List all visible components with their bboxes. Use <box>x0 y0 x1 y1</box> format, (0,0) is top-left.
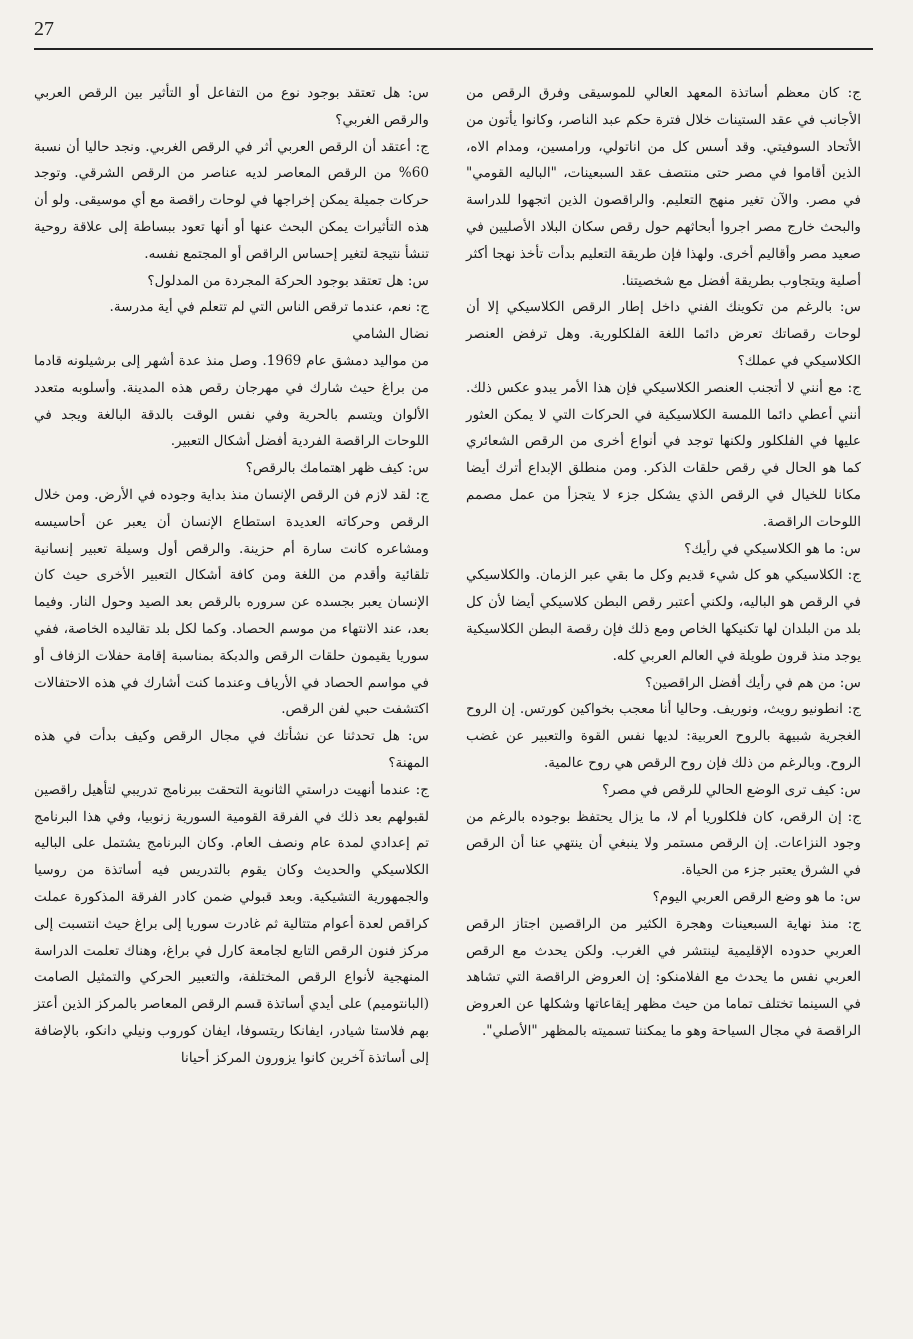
paragraph: ج: كان معظم أساتذة المعهد العالي للموسيقى وفرق الرقص من الأجانب في عقد الستينات خلال فترة حكم عبد الناصر، وكانوا يأتون من الأتحاد السوفيتي. وقد أسس كل من اناتولي، ورامسين، ومدام الاه، الذين أقاموا في مصر حتى منتصف عقد السبعينات، "الباليه القومي" في مصر. والآن تغير منهج التعليم. والراقصون الذين اتجهوا للدراسة والبحث خارج مصر اجروا أبحاثهم حول رقص سكان البلاد الأصليين في صعيد مصر وأقاليم أخرى. ولهذا فإن طريقة التعليم بدأت تأخذ نهجا أكثر أصلية ويتجاوب بطريقة أفضل مع شخصيتنا. <box>466 85 861 289</box>
paragraph: س: ما هو الكلاسيكي في رأيك؟ <box>684 540 861 557</box>
paragraph: ج: لقد لازم فن الرقص الإنسان منذ بداية وجوده في الأرض. ومن خلال الرقص وحركاته العديدة استطاع الإنسان أن يعبر عن أحاسيسه ومشاعره كانت سارة أم حزينة. والرقص أول وسيلة تعبير إنسانية تلقائية وأقدم من اللغة ومن كافة أشكال التعبير الأخرى حيث كان الإنسان يعبر بجسده عن سروره بالرقص بعد الصيد وحول النار. وفيما بعد، عند الانتهاء من موسم الحصاد. وكما لكل بلد تقاليده الخاصة، ففي سوريا يقيمون حلقات الرقص والدبكة بمناسبة إقامة حفلات الزفاف أو في مواسم الحصاد في الأرياف وعندما كنت أشارك في هذه الاحتفالات اكتشفت حبي لفن الرقص. <box>34 486 429 718</box>
paragraph: ج: عندما أنهيت دراستي الثانوية التحقت ببرنامج تدريبي لتأهيل راقصين لقبولهم بعد ذلك في الفرقة القومية السورية زنوبيا، وفي هذا البرنامج تم إعدادي لمدة عام ونصف العام. وكان البرنامج يشتمل على الباليه الكلاسيكي والحديث وكان يقوم بالتدريس فيه أساتذة من روسيا والجمهورية التشيكية. وبعد قبولي ضمن كادر الفرقة المذكورة عملت كراقص لعدة أعوام متتالية ثم غادرت سوريا إلى براغ حيث انتسبت إلى مركز فنون الرقص التابع لجامعة كارل في براغ، وهناك تعلمت الدراسة المنهجية لأنواع الرقص المختلفة، والتعبير الحركي والتمثيل الصامت (البانتوميم) على أيدي أساتذة قسم الرقص المعاصر بالمركز الذين أعتز بهم فلاستا شيادر، ايفانكا ريتسوفا، ايفان كوروب ونيلي دانكو، بالإضافة إلى أساتذة آخرين كانوا يزورون المركز أحيانا <box>34 781 429 1066</box>
paragraph: ج: انطونيو رويث، ونوريف. وحاليا أنا معجب بخواكين كورتس. إن الروح الغجرية شبيهة بالروح العربية: لديها نفس القوة والتعبير عن غضب الروح. وبالرغم من ذلك فإن روح الرقص هي روح عالمية. <box>466 701 861 771</box>
page-number: 27 <box>34 18 54 40</box>
paragraph: س: كيف ترى الوضع الحالي للرقص في مصر؟ <box>602 781 861 798</box>
paragraph: ج: مع أنني لا أتجنب العنصر الكلاسيكي فإن هذا الأمر يبدو عكس ذلك. أنني أعطي دائما اللمسة الكلاسيكية في الحركات التي لا يمكن العثور عليها في الفلكلور ولكنها توجد في أنواع أخرى من الرقص الشعائري كما هو الحال في رقص حلقات الذكر. ومن منطلق الإبداع أترك أيضا مكانا للخيال في الرقص الذي يشكل جزء لا يتجزأ من عمل مصمم اللوحات الراقصة. <box>466 379 861 530</box>
paragraph: ج: نعم، عندما ترقص الناس التي لم تتعلم في أية مدرسة. <box>109 299 429 316</box>
paragraph: ج: منذ نهاية السبعينات وهجرة الكثير من الراقصين اجتاز الرقص العربي حدوده الإقليمية لينتشر في الغرب. ولكن يحدث مع الرقص العربي نفس ما يحدث مع الفلامنكو: إن العروض الراقصة التي تشاهد في السينما تختلف تماما من حيث مظهر إيقاعاتها وشكلها عن العروض الراقصة في مجال السياحة وهو ما يمكننا تسميته بالمظهر "الأصلي". <box>466 915 861 1039</box>
paragraph: من مواليد دمشق عام 1969. وصل منذ عدة أشهر إلى برشيلونه قادما من براغ حيث شارك في مهرجان رقص هذه المدينة. وأسلوبه متعدد الألوان ويتسم بالحرية وفي نفس الوقت بالدقة البالغة ويجد في اللوحات الراقصة الفردية أفضل أشكال التعبير. <box>34 352 430 450</box>
section-name: نضال الشامي <box>352 326 429 343</box>
paragraph: س: هل تعتقد بوجود نوع من التفاعل أو التأثير بين الرقص العربي والرقص الغربي؟ <box>34 85 429 128</box>
right-column <box>466 80 861 1045</box>
paragraph: س: من هم في رأيك أفضل الراقصين؟ <box>645 674 861 691</box>
paragraph: ج: الكلاسيكي هو كل شيء قديم وكل ما بقي عبر الزمان. والكلاسيكي في الرقص هو الباليه، ولكني أعتبر رقص البطن كلاسيكي أيضا لأن كل بلد من البلدان لها تكنيكها الخاص ومع ذلك فإن رقصة البطن الكلاسيكية يوجد منذ قرون طويلة في العالم العربي كله. <box>466 567 861 664</box>
paragraph: ج: إن الرقص، كان فلكلوريا أم لا، ما يزال يحتفظ بوجوده بالرغم من وجود النزاعات. إن الرقص مستمر ولا ينبغي أن ينتهي عنا أن الرقص في الشرق يعتبر جزء من الحياة. <box>466 808 861 879</box>
left-column <box>34 80 429 1071</box>
paragraph: س: هل تعتقد بوجود الحركة المجردة من المدلول؟ <box>147 272 429 289</box>
paragraph: ج: أعتقد أن الرقص العربي أثر في الرقص الغربي. ونجد حاليا أن نسبة 60% من الرقص المعاصر لديه عناصر من الرقص الشرقي. وتوجد حركات جميلة يمكن إخراجها في لوحات راقصة مع أي موسيقى. ولو أن هذه التأثيرات يمكن البحث عنها أو أنها تعود ببساطة إلى علاقة روحية تنشأ نتيجة لتغير إحساس الراقص أو المجتمع نفسه. <box>34 138 429 262</box>
paragraph: س: كيف ظهر اهتمامك بالرقص؟ <box>245 460 429 477</box>
paragraph: س: ما هو وضع الرقص العربي اليوم؟ <box>652 888 861 905</box>
header-rule <box>34 48 873 50</box>
paragraph: س: بالرغم من تكوينك الفني داخل إطار الرقص الكلاسيكي إلا أن لوحات رقصاتك تعرض دائما اللغة الفلكلورية. وهل ترفض العنصر الكلاسيكي في عملك؟ <box>466 299 861 369</box>
paragraph: س: هل تحدثنا عن نشأتك في مجال الرقص وكيف بدأت في هذه المهنة؟ <box>34 728 429 771</box>
